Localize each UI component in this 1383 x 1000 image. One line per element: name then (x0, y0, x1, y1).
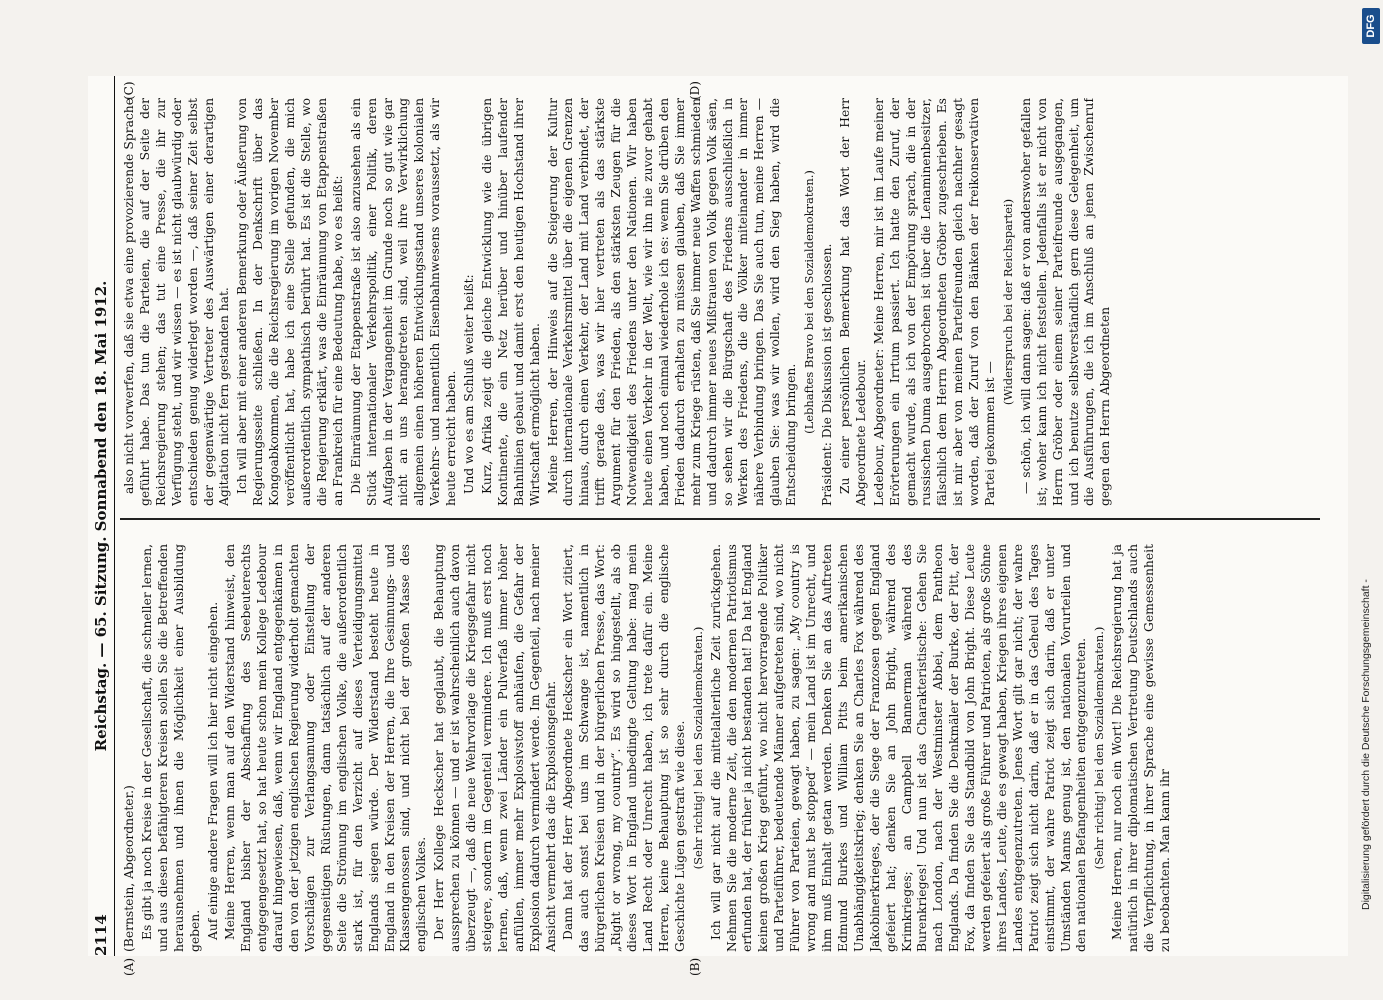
margin-marker-a: (A) (122, 957, 136, 976)
paragraph: also nicht vorwerfen, daß sie etwa eine provozierende Sprache geführt habe. Das tun die Parteien, die auf der Seite der Reichsregierung stehen; das tut eine Presse, die ihr zur Verfügung steht, und wir wissen — es ist nicht glaubwürdig oder entschieden genug widerlegt worden —, daß seiner Zeit selbst der gegenwärtige Vertreter des Auswärtigen einer derartigen Agitation nicht fern gestanden hat. (122, 98, 232, 506)
dfg-logo (1362, 8, 1380, 44)
paragraph: Meine Herren, wenn man auf den Widerstand hinweist, den England bisher der Abschaffung des Seebeuterechts entgegengesetzt hat, so hat heute schon mein Kollege Ledebour darauf hingewiesen, daß, wenn wir England entgegenkämen in den von der jetzigen englischen Regierung widerholt gemachten Vorschlägen zur Verlangsamung oder Einstellung der gegenseitigen Rüstungen, dann tatsächlich auf der anderen Seite die Strömung im englischen Volke, die außerordentlich stark ist, für den Verzicht auf dieses Verteidigungsmittel Englands siegen würde. Der Widerstand besteht heute in England in den Kreisen der Herren, die Ihre Gesinnungs- und Klassengenossen sind, und nicht bei der großen Masse des englischen Volkes. (223, 544, 429, 952)
paragraph: Auf einige andere Fragen will ich hier nicht eingehen. (205, 601, 220, 940)
document-page (88, 76, 1348, 976)
digitization-credit (1360, 110, 1378, 910)
column-divider (120, 519, 1320, 521)
left-text-column (122, 544, 1302, 952)
interjection: (Sehr richtig! bei den Sozialdemokraten.) (690, 626, 705, 870)
paragraph: Kurz, Afrika zeigt die gleiche Entwicklung wie die übrigen Kontinente, die ein Netz herüber und hinüber laufender Bahnlinien gebaut und damit erst den heutigen Hochstand ihrer Wirtschaft ermöglicht haben. (479, 98, 542, 506)
paragraph: Es gibt ja noch Kreise in der Gesellschaft, die schneller lernen, und aus diesen befähigteren Kreisen sollen Sie die Betreffenden herausnehmen und ihnen die Möglichkeit einer Ausbildung geben. (139, 544, 202, 952)
speaker-line: (Bernstein, Abgeordneter.) (122, 785, 136, 952)
paragraph: Meine Herren, nur noch ein Wort! Die Reichsregierung hat ja natürlich in ihrer diplomatischen Vertretung Deutschlands auch die Verpflichtung, in ihrer Sprache eine gewisse Gemessenheit zu beobachten. Man kann ihr (1110, 544, 1172, 952)
paragraph: Und wo es am Schluß weiter heißt: (462, 274, 477, 494)
margin-marker-c: (C) (122, 81, 136, 100)
interjection: (Lebhaftes Bravo bei den Sozialdemokraten.) (802, 170, 817, 434)
interjection: (Sehr richtig! bei den Sozialdemokraten.) (1092, 626, 1107, 870)
paragraph: Meine Herren, der Hinweis auf die Steigerung der Kultur durch internationale Verkehrsmittel über die eigenen Grenzen hinaus, durch einen Verkehr, der Land mit Land verbindet, der trifft gerade das, was wir hier vertreten als das stärkste Argument für den Frieden, als den stärksten Zeugen für die Notwendigkeit des Friedens unter den Nationen. Wir haben heute einen Verkehr in der Welt, wie wir ihn nie zuvor gehabt haben, und noch einmal wiederhole ich es: wenn Sie drüben den Frieden dadurch erhalten zu müssen glauben, daß Sie immer mehr zum Kriege rüsten, daß Sie immer neue Waffen schmieden und dadurch immer neues Mißtrauen von Volk gegen Volk säen, so sehen wir die Bürgschaft des Friedens ausschließlich in Werken des Friedens, die die Völker miteinander in immer nähere Verbindung bringen. Das Sie auch tun, meine Herren — glauben Sie: was wir wollen, wird den Sieg haben, wird die Entscheidung bringen. (545, 98, 799, 506)
margin-marker-b: (B) (688, 957, 702, 976)
paragraph: — schön, ich will dann sagen: daß er von anderswoher gefallen ist; woher kann ich nicht feststellen. Jedenfalls ist er nicht von Herrn Gröber oder einem seiner Parteifreunde ausgegangen, und ich benutze selbstverständlich gern diese Gelegenheit, um die Ausführungen, die ich im Anschluß an jenen Zwischenruf gegen den Herrn Abgeordneten (1018, 98, 1113, 506)
page-number: 2114 (92, 914, 110, 956)
paragraph: Ich will gar nicht auf die mittelalterliche Zeit zurückgehen. Nehmen Sie die moderne Zeit, die den modernen Patriotismus erfunden hat, der früher ja nicht bestanden hat! Da hat England keinen großen Krieg geführt, wo nicht hervorragende Politiker und Parteiführer, bedeutende Männer aufgetreten sind, wo nicht Führer von Parteien, gewagt haben, zu sagen: „My country is wrong and must be stopped“ — mein Land ist im Unrecht, und ihm muß Einhalt getan werden. Denken Sie an das Auftreten Edmund Burkes und William Pitts beim amerikanischen Unabhängigkeitskrieg; denken Sie an Charles Fox während des Jakobinerkrieges, der die Siege der Franzosen gegen England gefeiert hat; denken Sie an John Bright, während des Krimkrieges; an Campbell Bannerman während des Burenkrieges! Und nun ist das Charakteristische: Gehen Sie nach London, nach der Westminster Abbei, dem Pantheon Englands. Da finden Sie die Denkmäler der Burke, der Pitt, der Fox, da finden Sie das Standbild von John Bright. Diese Leute werden gefeiert als große Führer und Patrioten, als große Söhne ihres Landes, Leute, die es gewagt haben, Kriegen ihres eigenen Landes entgegenzutreten. Jenes Wort gilt gar nicht; der wahre Patriot zeigt sich nicht darin, daß er in das Geheul des Tages einstimmt, der wahre Patriot zeigt sich darin, daß er unter Umständen Manns genug ist, den nationalen Vorurteilen und den nationalen Befangenheiten entgegenzutreten. (708, 544, 1089, 952)
digitization-credit-text: Digitalisierung gefördert durch die Deutsche Forschungsgemeinschaft - (1360, 579, 1372, 910)
paragraph: Die Einräumung der Etappenstraße ist also anzusehen als ein Stück internationaler Verkehrspolitik, einer Politik, deren Aufgaben in der Vergangenheit im Grunde noch so gut wie gar nicht an uns herangetreten sind, weil ihre Verwirklichung allgemein einen höheren Entwicklungsstand unseres kolonialen Verkehrs- und namentlich Eisenbahnwesens voraussetzt, als wir heute erreicht haben. (348, 98, 459, 506)
paragraph: Zu einer persönlichen Bemerkung hat das Wort der Herr Abgeordnete Ledebour. (837, 98, 868, 506)
speaker-line: Präsident: Die Diskussion ist geschlossen. (819, 243, 834, 506)
paragraph: Dann hat der Herr Abgeordnete Heckscher ein Wort zitiert, das auch sonst bei uns im Schwange ist, namentlich in bürgerlichen Kreisen und in der bürgerlichen Presse, das Wort: „Right or wrong, my country“. Es wird so hingestellt, als ob dieses Wort in England unbedingte Geltung habe: mag mein Land Recht oder Unrecht haben, ich trete dafür ein. Meine Herren, keine Behauptung ist so sehr durch die englische Geschichte Lügen gestraft wie diese. (561, 544, 687, 952)
interjection: (Widerspruch bei der Reichspartei) (1000, 198, 1015, 406)
paragraph: Der Herr Kollege Heckscher hat geglaubt, die Behauptung aussprechen zu können — und er ist wahrscheinlich auch davon überzeugt —, daß die neue Wehrvorlage die Kriegsgefahr nicht steigere, sondern im Gegenteil vermindere. Ich muß erst noch lernen, daß, wenn zwei Länder ein Pulverfaß immer höher anfüllen, immer mehr Explosivstoff anhäufen, die Gefahr der Explosion dadurch vermindert werde. Im Gegenteil, nach meiner Ansicht vermehrt das die Explosionsgefahr. (432, 544, 558, 952)
right-text-column (122, 98, 1302, 506)
paragraph: Ich will aber mit einer anderen Bemerkung oder Äußerung von Regierungsseite schließen. In der Denkschrift über das Kongoabkommen, die die Reichsregierung im vorigen November veröffentlicht hat, habe ich eine Stelle gefunden, die mich außerordentlich sympathisch berührt hat. Es ist die Stelle, wo die Regierung erklärt, was die Einräumung von Etappenstraßen an Frankreich für eine Bedeutung habe, wo es heißt: (235, 98, 345, 506)
page-header (88, 76, 115, 956)
speaker-line: Ledebour, Abgeordneter: Meine Herren, mir ist im Laufe meiner Erörterungen ein Irrtum passiert. Ich hatte den Zuruf, der gemacht wurde, als ich von der Empörung sprach, die in der russischen Duma ausgebrochen ist über die Lenaminenbesitzer, fälschlich dem Herrn Abgeordneten Gröber zugeschrieben. Es ist mir aber von meinen Parteifreunden gleich nachher gesagt worden, daß der Zuruf von den Bänken der freikonservativen Partei gekommen ist — (871, 98, 998, 506)
dfg-logo-text: DFG (1365, 14, 1377, 38)
margin-marker-d: (D) (688, 81, 702, 100)
page-title: Reichstag. — 65. Sitzung. Sonnabend den 18. Mai 1912. (92, 280, 110, 752)
